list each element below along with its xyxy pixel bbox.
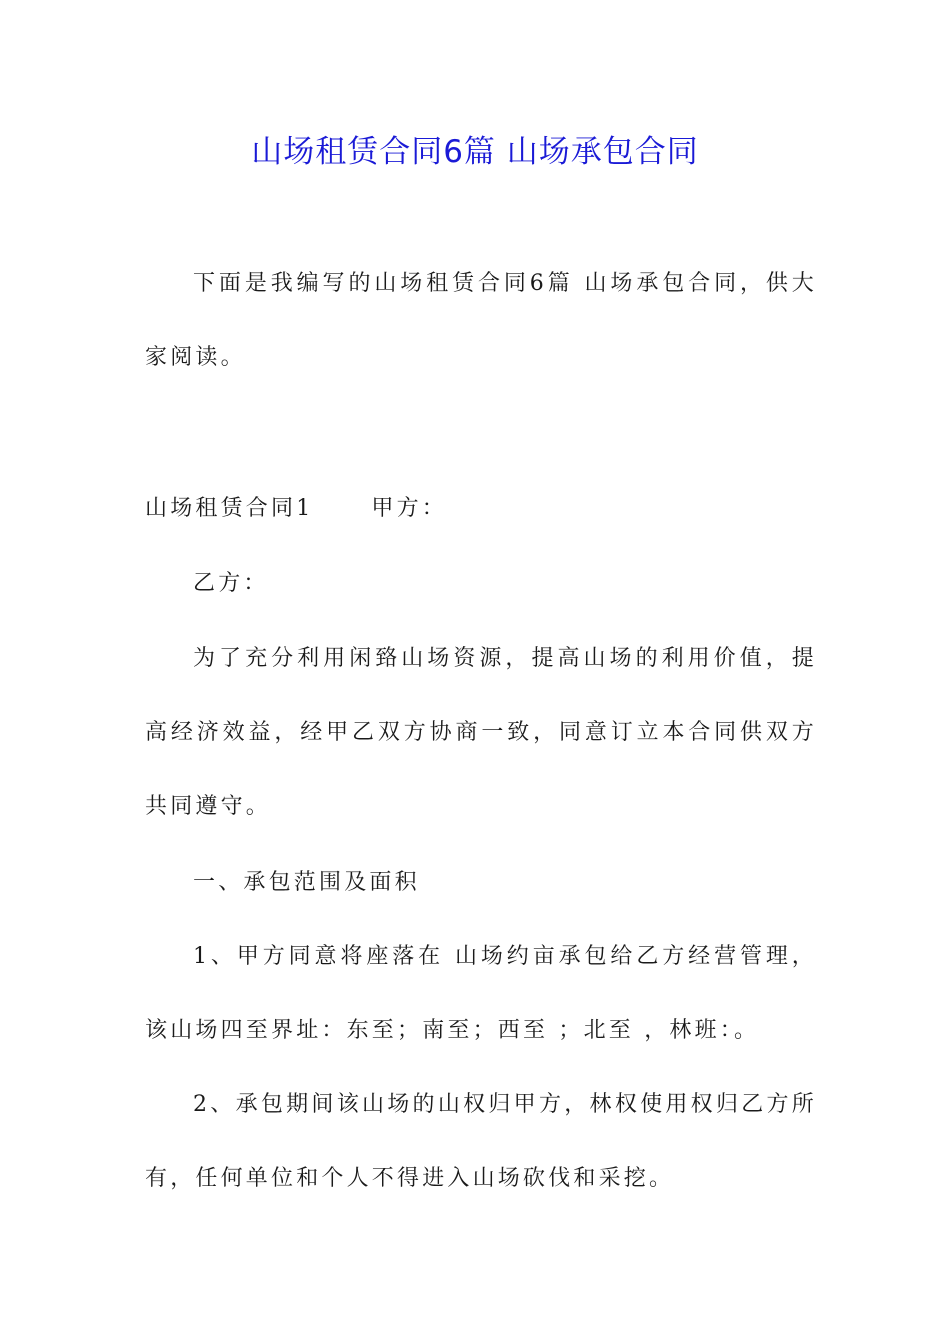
section-heading-row [145,472,817,546]
clause-2-paragraph: 2、承包期间该山场的山权归甲方，林权使用权归乙方所有，任何单位和个人不得进入山场砍伐和采挖。 [145,1092,817,1191]
clause-1-paragraph: 1、甲方同意将座落在 山场约亩承包给乙方经营管理，该山场四至界址：东至；南至；西至 ；北至 ，林班：。 [145,944,817,1043]
party-a-label: 甲方： [371,496,448,521]
document-title: 山场租赁合同6篇 山场承包合同 [251,134,699,170]
party-b-label: 乙方： [193,571,269,596]
section-heading: 山场租赁合同1 [145,496,314,521]
purpose-paragraph: 为了充分利用闲臵山场资源，提高山场的利用价值，提高经济效益，经甲乙双方协商一致，同意订立本合同供双方共同遵守。 [145,646,817,819]
intro-paragraph: 下面是我编写的山场租赁合同6篇 山场承包合同，供大家阅读。 [145,271,817,370]
clause-heading: 一、承包范围及面积 [193,870,420,895]
